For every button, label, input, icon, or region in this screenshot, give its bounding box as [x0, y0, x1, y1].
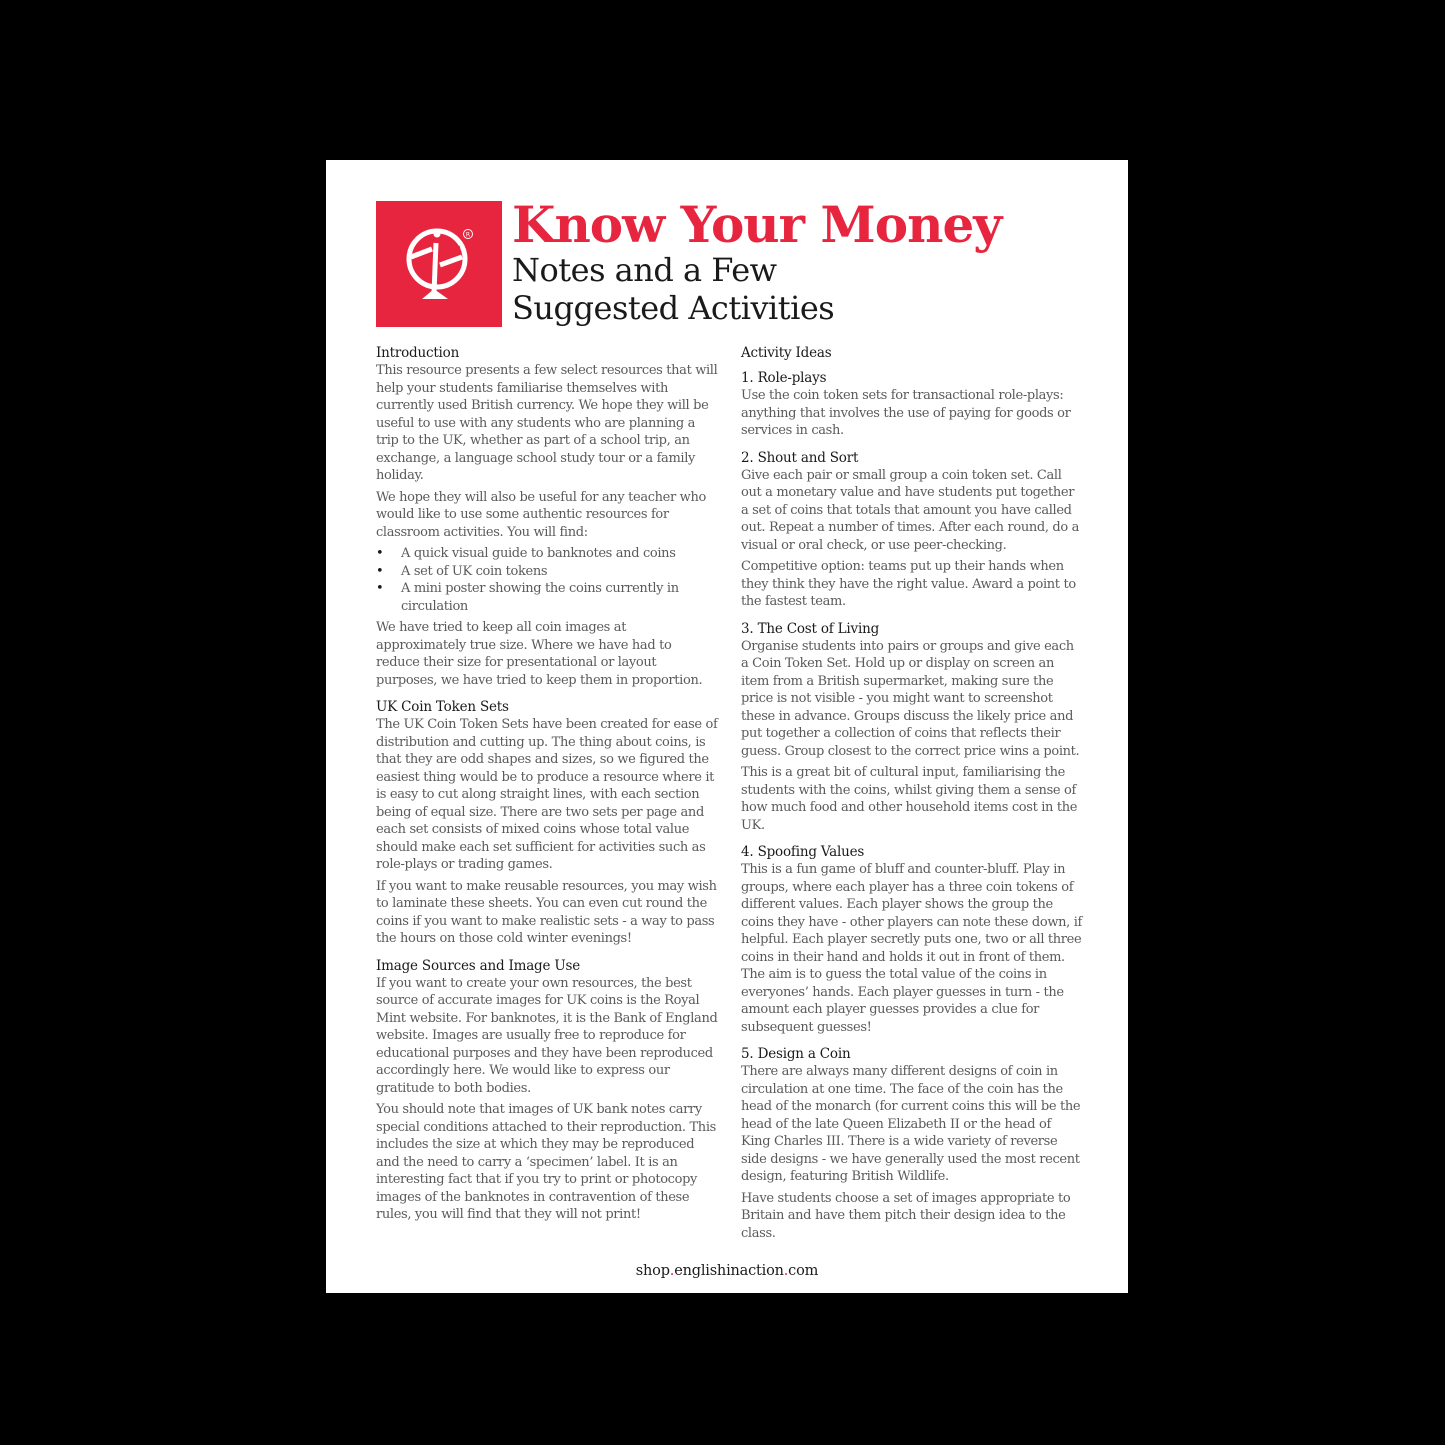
activity-role-plays — [741, 369, 1083, 440]
subtitle-line-2: Suggested Activities — [512, 289, 835, 327]
logo — [376, 201, 502, 327]
activity-spoofing-values — [741, 843, 1083, 1036]
paragraph: You should note that images of UK bank notes carry special conditions attached to their reproduction. This includes the size at which they may be reproduced and the need to carry a ‘specimen’ label. It is an interesting fact that if you try to print or photocopy images of the banknotes in contravention of these rules, you will find that they will not print! — [376, 1102, 716, 1222]
svg-text:R: R — [465, 231, 471, 239]
paragraph: We hope they will also be useful for any teacher who would like to use some authentic resources for classroom activities. You will find: — [376, 489, 706, 540]
activity-heading: 4. Spoofing Values — [741, 844, 865, 860]
paragraph: There are always many different designs of coin in circulation at one time. The face of the coin has the head of the monarch (for current coins this will be the head of the late Queen Elizabeth II or the head of King Charles III. There is a wide variety of reverse side designs - we have generally used the most recent design, featuring British Wildlife. — [741, 1064, 1081, 1184]
list-item — [376, 545, 718, 563]
bullet-list — [376, 545, 718, 615]
activity-heading: 1. Role-plays — [741, 370, 827, 386]
bullet-icon: • — [376, 563, 384, 579]
section-heading: Introduction — [376, 345, 460, 361]
url-part: com — [788, 1263, 819, 1279]
activity-design-a-coin — [741, 1045, 1083, 1242]
subtitle-line-1: Notes and a Few — [512, 251, 777, 289]
list-item-text: A mini poster showing the coins currently in circulation — [401, 581, 679, 614]
url-dot: . — [669, 1263, 675, 1279]
document-page — [326, 160, 1128, 1293]
section-coin-token-sets — [376, 698, 718, 948]
activity-heading: 3. The Cost of Living — [741, 620, 880, 637]
paragraph: Organise students into pairs or groups and give each a Coin Token Set. Hold up or display on screen an item from a British supermarket, making sure the price is not visible - you might want to screenshot these in advance. Groups discuss the likely price and put together a collection of coins that reflects their guess. Group closest to the correct price wins a point. — [741, 638, 1080, 759]
activity-shout-and-sort — [741, 449, 1083, 611]
left-column — [376, 344, 718, 1233]
header — [376, 195, 1096, 327]
paragraph: This resource presents a few select resources that will help your students familiarise themselves with currently used British currency. We hope they will be useful to use with any students who are planning a trip to the UK, whether as part of a school trip, an exchange, a language school study tour or a family holiday. — [376, 363, 718, 483]
paragraph: Use the coin token sets for transactional role-plays: anything that involves the use of paying for goods or services in cash. — [741, 388, 1071, 438]
page-title: Know Your Money — [512, 195, 1002, 254]
paragraph: This is a fun game of bluff and counter-bluff. Play in groups, where each player has a three coin tokens of different values. Each player shows the group the coins they have - other players can note these down, if helpful. Each player secretly puts one, two or all three coins in their hand and holds it out in front of them. The aim is to guess the total value of the coins in everyones’ hands. Each player guesses in turn - the amount each player guesses provides a clue for subsequent guesses! — [741, 862, 1082, 1035]
paragraph: We have tried to keep all coin images at approximately true size. Where we have had to reduce their size for presentational or layout purposes, we have tried to keep them in proportion. — [376, 620, 703, 688]
page-subtitle — [512, 251, 834, 327]
section-image-sources — [376, 957, 718, 1224]
url-part: englishinaction — [674, 1263, 784, 1279]
right-column — [741, 344, 1083, 1251]
list-item-text: A set of UK coin tokens — [401, 563, 548, 579]
paragraph: This is a great bit of cultural input, familiarising the students with the coins, whilst giving them a sense of how much food and other household items cost in the UK. — [741, 765, 1078, 833]
section-heading: Image Sources and Image Use — [376, 957, 581, 974]
bullet-icon: • — [376, 546, 384, 561]
paragraph: If you want to create your own resources, the best source of accurate images for UK coins is the Royal Mint website. For banknotes, it is the Bank of England website. Images are usually free to reproduce for educational purposes and they have been reproduced accordingly here. We would like to express our gratitude to both bodies. — [376, 975, 718, 1096]
footer-url[interactable] — [326, 1263, 1128, 1279]
paragraph: Give each pair or small group a coin token set. Call out a monetary value and have students put together a set of coins that totals that amount you have called out. Repeat a number of times. After each round, do a visual or oral check, or use peer-checking. — [741, 467, 1080, 553]
paragraph: Have students choose a set of images appropriate to Britain and have them pitch their design idea to the class. — [741, 1190, 1071, 1241]
paragraph: Competitive option: teams put up their hands when they think they have the right value. Award a point to the fastest team. — [741, 559, 1076, 609]
activity-ideas-heading: Activity Ideas — [741, 345, 832, 361]
url-dot: . — [783, 1263, 789, 1279]
paragraph: The UK Coin Token Sets have been created for ease of distribution and cutting up. The thing about coins, is that they are odd shapes and sizes, so we figured the easiest thing would be to produce a resource where it is easy to cut along straight lines, with each section being of equal size. There are two sets per page and each set consists of mixed coins whose total value should make each set sufficient for activities such as role-plays or trading games. — [376, 717, 718, 872]
list-item — [376, 563, 718, 581]
section-introduction — [376, 344, 718, 689]
list-item — [376, 580, 718, 615]
activity-cost-of-living — [741, 620, 1083, 835]
list-item-text: A quick visual guide to banknotes and coins — [401, 546, 676, 561]
activity-heading: 2. Shout and Sort — [741, 449, 859, 466]
url-part: shop — [635, 1263, 670, 1279]
paragraph: If you want to make reusable resources, you may wish to laminate these sheets. You can even cut round the coins if you want to make realistic sets - a way to pass the hours on those cold winter evenings! — [376, 878, 717, 946]
section-heading: UK Coin Token Sets — [376, 699, 509, 715]
activity-heading: 5. Design a Coin — [741, 1046, 851, 1062]
bullet-icon: • — [376, 581, 384, 596]
eia-globe-logo-icon — [376, 201, 502, 327]
